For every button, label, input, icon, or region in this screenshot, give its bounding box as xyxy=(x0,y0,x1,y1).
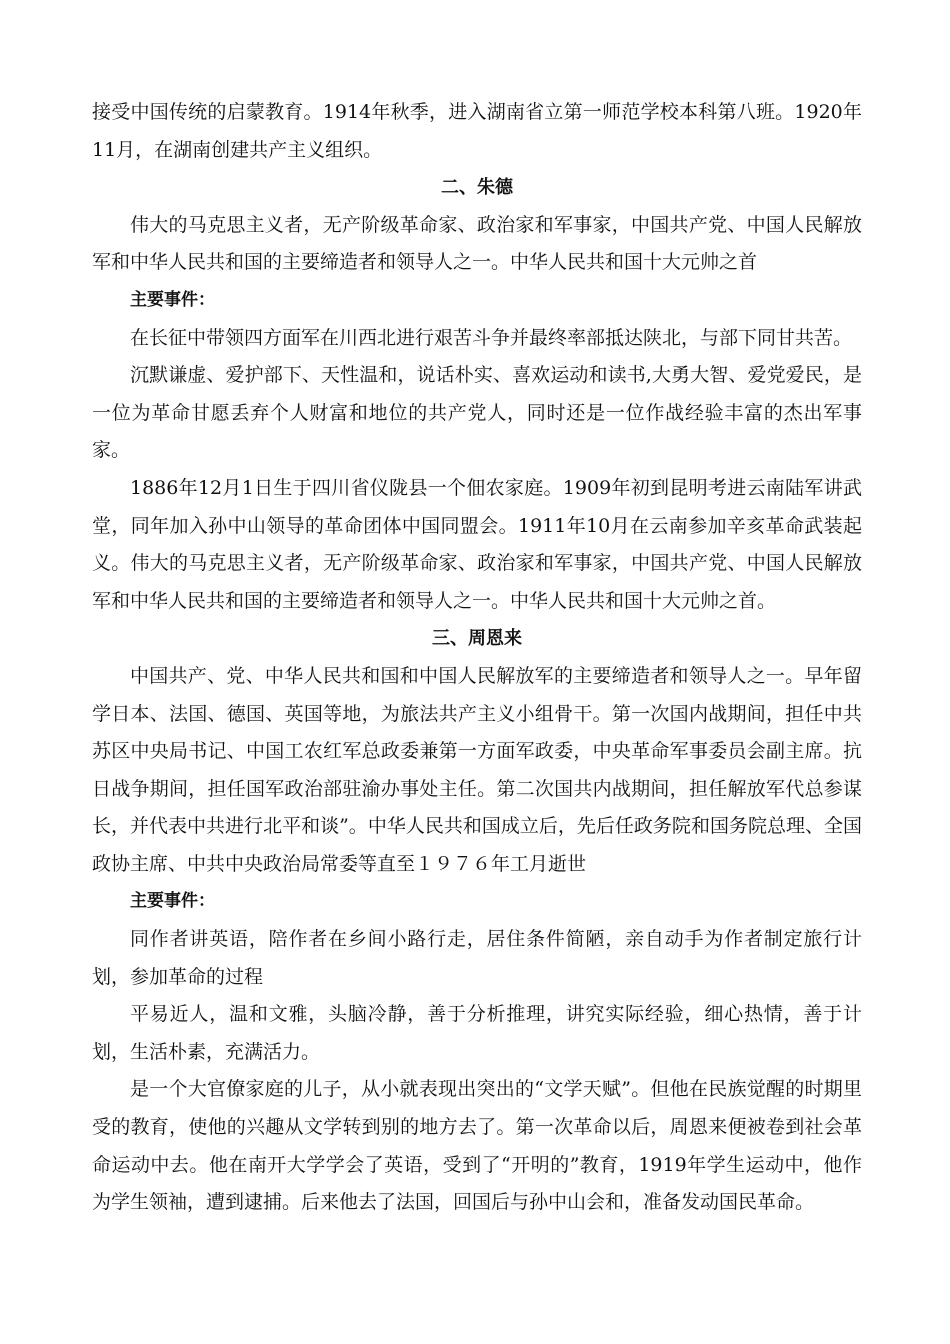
zhu-de-biography: 1886年12月1日生于四川省仪陇县一个佃农家庭。1909年初到昆明考进云南陆军讲武堂，同年加入孙中山领导的革命团体中国同盟会。1911年10月在云南参加辛亥革命武装起义。伟大的马克思主义者，无产阶级革命家、政治家和军事家，中国共产党、中国人民解放军和中华人民共和国的主要缔造者和领导人之一。中华人民共和国十大元帅之首。 xyxy=(92,476,862,612)
zhou-enlai-events-label: 主要事件： xyxy=(130,891,215,912)
zhou-enlai-event: 同作者讲英语，陪作者在乡间小路行走，居住条件简陋，亲自动手为作者制定旅行计划，参加革命的过程 xyxy=(92,928,862,988)
section-heading-zhou-enlai: 三、周恩来 xyxy=(432,628,522,650)
zhou-enlai-traits: 平易近人，温和文雅，头脑冷静，善于分析推理，讲究实际经验，细心热情，善于计划，生活朴素，充满活力。 xyxy=(92,1003,862,1063)
zhu-de-intro: 伟大的马克思主义者，无产阶级革命家、政治家和军事家，中国共产党、中国人民解放军和中华人民共和国的主要缔造者和领导人之一。中华人民共和国十大元帅之首 xyxy=(92,213,862,274)
zhu-de-traits: 沉默谦虚、爱护部下、天性温和，说话朴实、喜欢运动和读书,大勇大智、爱党爱民，是一位为革命甘愿丢弃个人财富和地位的共产党人，同时还是一位作战经验丰富的杰出军事家。 xyxy=(92,364,862,462)
zhu-de-event: 在长征中带领四方面军在川西北进行艰苦斗争并最终率部抵达陕北，与部下同甘共苦。 xyxy=(130,326,853,349)
zhou-enlai-intro: 中国共产、党、中华人民共和国和中国人民解放军的主要缔造者和领导人之一。早年留学日本、法国、德国、英国等地，为旅法共产主义小组骨干。第一次国内战期间，担任中共苏区中央局书记、中国工农红军总政委兼第一方面军政委，中央革命军事委员会副主席。抗日战争期间，担任国军政治部驻渝办事处主任。第二次国共内战期间，担任解放军代总参谋长，并代表中共进行北平和谈”。中华人民共和国成立后，先后任政务院和国务院总理、全国政协主席、中共中央政治局常委等直至１９７６年工月逝世 xyxy=(92,664,862,875)
section-heading-zhu-de: 二、朱德 xyxy=(441,177,513,199)
document-page xyxy=(92,94,862,1222)
zhu-de-events-label: 主要事件： xyxy=(130,289,215,310)
intro-paragraph: 接受中国传统的启蒙教育。1914年秋季，进入湖南省立第一师范学校本科第八班。1920年11月，在湖南创建共产主义组织。 xyxy=(92,101,862,161)
zhou-enlai-biography: 是一个大官僚家庭的儿子，从小就表现出突出的“文学天赋”。但他在民族觉醒的时期里受的教育，使他的兴趣从文学转到别的地方去了。第一次革命以后，周恩来便被卷到社会革命运动中去。他在南开大学学会了英语，受到了“开明的”教育，1919年学生运动中，他作为学生领袖，遭到逮捕。后来他去了法国，回国后与孙中山会和，准备发动国民革命。 xyxy=(92,1078,862,1214)
